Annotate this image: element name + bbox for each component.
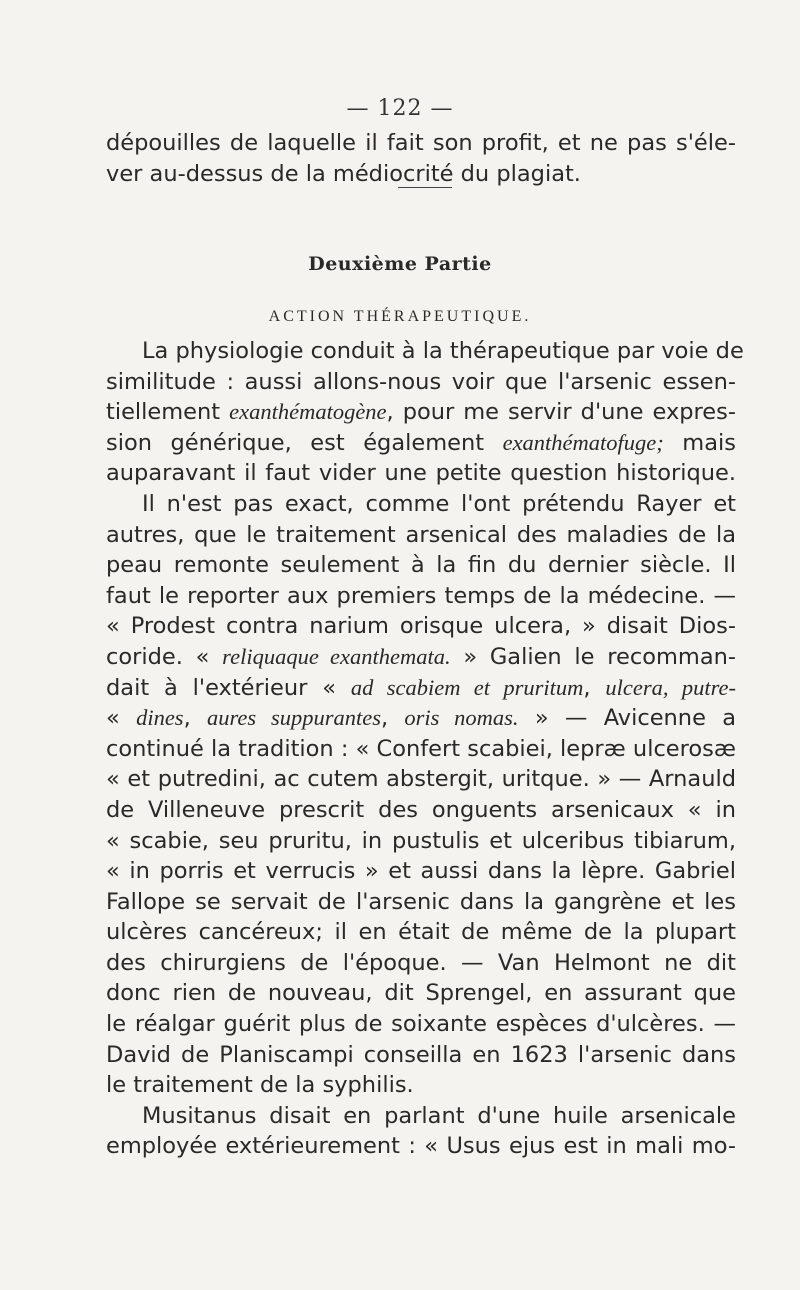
italic-text: ulcera, putre- (605, 674, 737, 700)
text-segment: , (380, 705, 405, 732)
section-title: Deuxième Partie (308, 253, 492, 275)
text-line (106, 703, 736, 734)
text-line (106, 948, 736, 979)
italic-text: oris nomas. (404, 705, 519, 731)
text-line (106, 764, 736, 795)
page-number: — 122 — (346, 96, 454, 121)
italic-text: reliquaque exanthemata. (222, 643, 451, 669)
section-subtitle: ACTION THÉRAPEUTIQUE. (268, 308, 532, 325)
text-segment: de Villeneuve prescrit des onguents arsenicaux « in (106, 796, 736, 823)
text-segment: sion générique, est également (106, 429, 503, 456)
text-line (106, 367, 736, 398)
text-segment: « in porris et verrucis » et aussi dans la lèpre. Gabriel (106, 858, 736, 885)
text-segment: des chirurgiens de l'époque. — Van Helmont ne dit (106, 949, 736, 976)
top-paragraph (106, 128, 736, 189)
text-segment: le réalgar guérit plus de soixante espèces d'ulcères. — (106, 1011, 736, 1038)
text-line (106, 458, 736, 489)
text-segment: le traitement de la syphilis. (106, 1072, 414, 1099)
text-segment: » Galien le recomman- (450, 643, 736, 670)
text-line: dépouilles de laquelle il fait son profit, et ne pas s'éle- (106, 130, 736, 156)
text-line (106, 856, 736, 887)
text-segment: Il n'est pas exact, comme l'ont prétendu Rayer et (142, 490, 736, 517)
text-segment: faut le reporter aux premiers temps de la médecine. — (106, 582, 736, 609)
italic-text: aures suppurantes (207, 705, 381, 731)
text-line (106, 1131, 736, 1162)
text-line (106, 917, 736, 948)
italic-text: ad scabiem et pruritum (350, 674, 584, 700)
text-segment: dait à l'extérieur « (106, 674, 351, 701)
text-line (106, 428, 736, 459)
text-line (106, 1040, 736, 1071)
text-line (106, 1070, 736, 1101)
text-line (106, 520, 736, 551)
text-segment: employée extérieurement : « Usus ejus est in mali mo- (106, 1133, 736, 1160)
italic-text: exanthématofuge; (502, 429, 664, 455)
text-segment: mais (663, 429, 736, 456)
text-segment: autres, que le traitement arsenical des maladies de la (106, 521, 736, 548)
text-segment: Musitanus disait en parlant d'une huile arsenicale (142, 1102, 736, 1129)
text-line (106, 581, 736, 612)
text-line (106, 489, 736, 520)
text-line (106, 673, 736, 704)
text-segment: tiellement (106, 399, 230, 426)
text-line (106, 1009, 736, 1040)
text-line (106, 734, 736, 765)
text-line (106, 550, 736, 581)
text-segment: similitude : aussi allons-nous voir que l'arsenic essen- (106, 368, 736, 395)
text-segment: , (183, 705, 208, 732)
text-segment: « Prodest contra narium orisque ulcera, » disait Dios- (106, 613, 736, 640)
text-line (106, 611, 736, 642)
text-segment: « scabie, seu pruritu, in pustulis et ulceribus tibiarum, (106, 827, 736, 854)
text-segment: La physiologie conduit à la thérapeutique par voie de (142, 338, 744, 364)
text-segment: ulcères cancéreux; il en était de même de la plupart (106, 919, 736, 946)
section-divider (398, 187, 452, 188)
text-line (106, 887, 736, 918)
text-segment: » — Avicenne a (518, 705, 736, 732)
text-line (106, 642, 736, 673)
text-segment: donc rien de nouveau, dit Sprengel, en assurant que (106, 980, 736, 1007)
text-segment: Fallope se servait de l'arsenic dans la gangrène et les (106, 888, 736, 915)
text-segment: , (583, 674, 606, 701)
italic-text: exanthématogène (229, 399, 387, 425)
text-line (106, 978, 736, 1009)
text-line (106, 1101, 736, 1132)
text-segment: continué la tradition : « Confert scabiei, lepræ ulcerosæ (106, 735, 736, 762)
text-line (106, 826, 736, 857)
body-text (106, 336, 744, 1162)
text-segment: auparavant il faut vider une petite question historique. (106, 460, 736, 487)
text-line (106, 397, 736, 428)
text-segment: , pour me servir d'une expres- (386, 399, 736, 426)
text-segment: « et putredini, ac cutem abstergit, uritque. » — Arnauld (106, 766, 736, 793)
text-segment: coride. « (106, 643, 223, 670)
text-line (106, 795, 736, 826)
text-segment: David de Planiscampi conseilla en 1623 l'arsenic dans (106, 1041, 736, 1068)
italic-text: dines (136, 705, 184, 731)
text-line: ver au-dessus de la médiocrité du plagiat. (106, 160, 581, 187)
text-line (106, 336, 744, 367)
text-segment: peau remonte seulement à la fin du dernier siècle. Il (106, 552, 736, 579)
text-segment: « (106, 705, 137, 732)
